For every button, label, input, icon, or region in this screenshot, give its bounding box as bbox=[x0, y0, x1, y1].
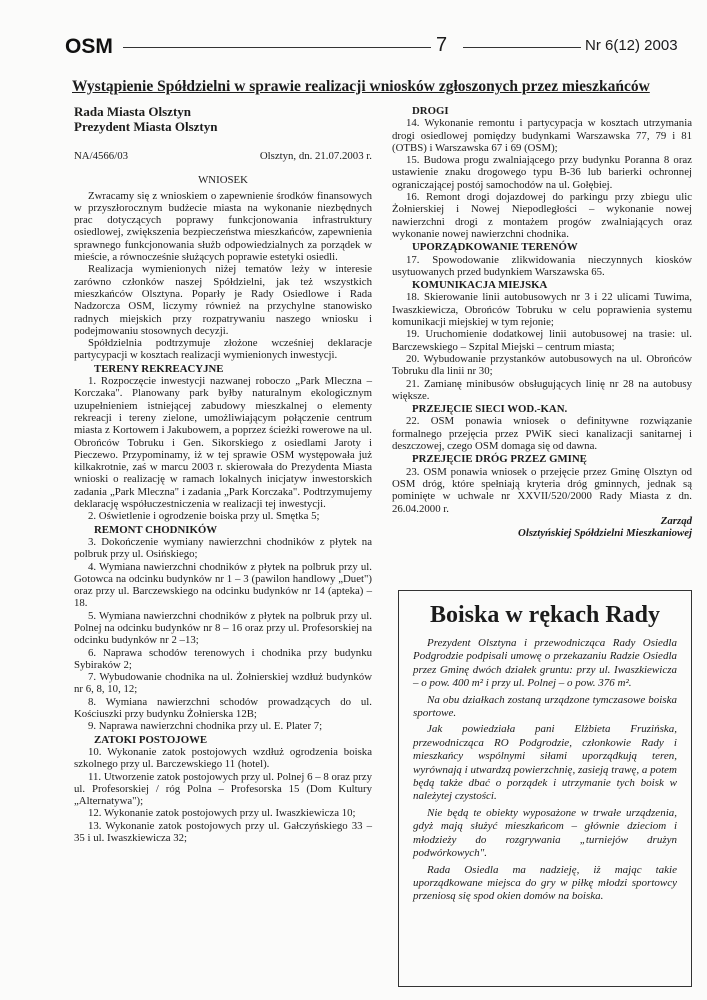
box-paragraph: Prezydent Olsztyna i przewodnicząca Rady Osiedla Podgrodzie podpisali umowę o przekazaniu Radzie Osiedla przez Gminę dwóch działek gruntu: przy ul. Iwaszkiewicza – o pow. 400 m² i przy ul. Polnej – o pow. 376 m². bbox=[413, 637, 677, 690]
intro-paragraph: Zwracamy się z wnioskiem o zapewnienie środków finansowych w przyszłorocznym budżecie miasta na wykonanie niezbędnych prac dotyczących poprawy funkcjonowania infrastruktury osiedlowej, zwiększenia bezpieczeństwa mieszkańców, zapewnienia sprawnego funkcjonowania służb odpowiedzialnych za porządek w mieście, a równocześnie służących poprawie estetyki osiedli. bbox=[74, 189, 372, 264]
list-item: 12. Wykonanie zatok postojowych przy ul. Iwaszkiewicza 10; bbox=[88, 807, 356, 820]
section-heading: DROGI bbox=[412, 105, 449, 117]
list-item: 19. Uruchomienie dodatkowej linii autobusowej na trasie: ul. Barczewskiego – Szpital Miejski – centrum miasta; bbox=[392, 328, 692, 353]
list-item: 1. Rozpoczęcie inwestycji nazwanej roboczo „Park Mleczna – Korczaka". Planowany park byłby naturalnym ekologicznym uzupełnieniem istniejącej zabudowy mieszkalnej o elementy rekreacji i tereny zielone, umożliwiającym połączenie centrum miasta z Kortowem i Jakubowem, a poprzez ścieżki rowerowe na ul. Obrońców Tobruku i Gen. Sikorskiego z osiedlami Jaroty i Pieczewo. Przypominamy, iż w tej sprawie OSM występowała już kilkakrotnie, zaś w marcu 2003 r. skierowała do Prezydenta Miasta wnioski o realizację w ramach lokalnych inicjatyw inwestorskich zadania „Park Mleczna" i zadania „Park Korczaka". Podtrzymujemy deklarację współuczestniczenia w realizacji tej inwestycji. bbox=[74, 375, 372, 511]
section-heading: REMONT CHODNIKÓW bbox=[94, 523, 218, 536]
svg-text:OSM: OSM bbox=[65, 35, 113, 56]
list-item: 20. Wybudowanie przystanków autobusowych na ul. Obrońców Tobruku dla linii nr 30; bbox=[392, 352, 692, 378]
list-item: 4. Wymiana nawierzchni chodników z płytek na polbruk przy ul. Gotowca na odcinku budynków nr 1 – 3 (pawilon handlowy „Duet") oraz przy ul. Barczewskiego na odcinku budynków nr 14 (apteka) – 18. bbox=[74, 560, 372, 610]
page-number: 7 bbox=[436, 34, 448, 56]
addressee-council: Rada Miasta Olsztyn bbox=[74, 104, 191, 119]
section-heading: UPORZĄDKOWANIE TERENÓW bbox=[412, 241, 578, 254]
list-item: 13. Wykonanie zatok postojowych przy ul. Gałczyńskiego 33 – 35 i ul. Iwaszkiewicza 32; bbox=[74, 819, 372, 845]
box-paragraph: Nie będą te obiekty wyposażone w trwałe urządzenia, gdyż mają służyć mieszkańcom – głównie dzieciom i młodzieży do rozgrywania „turniejów drużyn podwórkowych". bbox=[413, 806, 677, 860]
reference-line bbox=[74, 150, 372, 162]
list-item: 10. Wykonanie zatok postojowych wzdłuż ogrodzenia boiska szkolnego przy ul. Barczewskiego 11 (hotel). bbox=[74, 745, 372, 771]
reference-number: NA/4566/03 bbox=[74, 150, 128, 162]
list-item: 9. Naprawa nawierzchni chodnika przy ul. E. Plater 7; bbox=[88, 720, 323, 733]
box-paragraph: Rada Osiedla ma nadzieję, iż mając takie uporządkowane miejsca do gry w piłkę młodzi sportowcy przeniosą się spod okien domów na boiska. bbox=[413, 863, 677, 903]
header-rule-left bbox=[123, 47, 431, 48]
article-column-right bbox=[392, 104, 692, 539]
box-paragraph: Na obu działkach zostaną urządzone tymczasowe boiska sportowe. bbox=[413, 693, 677, 720]
box-paragraph: Jak powiedziała pani Elżbieta Fruzińska, przewodnicząca RO Podgrodzie, członkowie Rady i mieszkańcy wspólnymi siłami uporządkują teren, wyrównają i utwardzą powierzchnię, zasieją trawę, a potem będą także dbać o porządek i utrzymanie tych boisk w należytej czystości. bbox=[413, 723, 677, 803]
news-box bbox=[398, 590, 692, 987]
list-item: 21. Zamianę minibusów obsługujących linię nr 28 na autobusy większe. bbox=[392, 377, 692, 402]
list-item: 22. OSM ponawia wniosek o definitywne rozwiązanie formalnego przejęcia przez PWiK sieci kanalizacji sanitarnej i deszczowej, czego OSM domaga się od dawna. bbox=[392, 415, 692, 453]
addressee-president: Prezydent Miasta Olsztyn bbox=[74, 119, 218, 134]
place-date: Olsztyn, dn. 21.07.2003 r. bbox=[259, 150, 372, 162]
list-item: 16. Remont drogi dojazdowej do parkingu przy zbiegu ulic Żołnierskiej i Nowej Niepodległości – wykonanie nowej nawierzchni drogi z montażem progów zwalniających oraz wykonanie nowej nawierzchni chodnika. bbox=[392, 191, 692, 240]
list-item: 8. Wymiana nawierzchni schodów prowadzących do ul. Kościuszki przy budynku Żołnierska 12B; bbox=[74, 695, 372, 721]
article-column-left bbox=[74, 104, 372, 844]
document-type: WNIOSEK bbox=[198, 174, 248, 187]
signature-board: Zarząd bbox=[660, 514, 692, 527]
box-title: Boiska w rękach Rady bbox=[429, 602, 661, 628]
box-body bbox=[399, 637, 691, 904]
intro-paragraph: Realizacja wymienionych niżej tematów leży w interesie zarówno członków naszej Spółdzielni, jak też wszystkich mieszkańców Olsztyna. Poparły je Rady Osiedlowe i Rada Nadzorcza OSM, liczymy również na przychylne stanowisko radnych miejskich przy rozpatrywaniu naszego wniosku i podejmowaniu stosownych decyzji. bbox=[74, 263, 372, 337]
issue-number: Nr 6(12) 2003 bbox=[585, 37, 678, 54]
intro-paragraph: Spółdzielnia podtrzymuje złożone wcześniej deklaracje partycypacji w kosztach realizacji wymienionych inwestycji. bbox=[74, 337, 372, 362]
section-heading: ZATOKI POSTOJOWE bbox=[94, 733, 208, 746]
list-item: 11. Utworzenie zatok postojowych przy ul. Polnej 6 – 8 oraz przy ul. Profesorskiej / róg Polna – Profesorska 15 (Dom Kultury „Alternatywa"); bbox=[74, 770, 372, 808]
list-item: 15. Budowa progu zwalniającego przy budynku Poranna 8 oraz ustawienie znaku drogowego typu B-36 lub barierki ochronnej ograniczającej postój samochodów na ul. Gołębiej. bbox=[392, 154, 692, 191]
page-header bbox=[65, 32, 685, 62]
section-heading: PRZEJĘCIE DRÓG PRZEZ GMINĘ bbox=[412, 453, 587, 466]
signature-cooperative: Olsztyńskiej Spółdzielni Mieszkaniowej bbox=[518, 527, 692, 540]
list-item: 23. OSM ponawia wniosek o przejęcie przez Gminę Olsztyn od OSM dróg, które spełniają kryteria dróg gminnych, jednak są pominięte w uchwale nr XXVII/520/2000 Rady Miasta z dn. 26.04.2000 r. bbox=[392, 465, 692, 515]
list-item: 7. Wybudowanie chodnika na ul. Żołnierskiej wzdłuż budynków nr 6, 8, 10, 12; bbox=[74, 671, 372, 696]
list-item: 5. Wymiana nawierzchni chodników z płytek na polbruk przy ul. Polnej na odcinku budynków nr 8 – 16 oraz przy ul. Profesorskiej na odcinku budynków nr 2 –13; bbox=[74, 609, 372, 647]
list-item: 18. Skierowanie linii autobusowych nr 3 i 22 ulicami Tuwima, Iwaszkiewicza, Obrońców Tobruku w celu poprawienia systemu komunikacji miejskiej w tym rejonie; bbox=[392, 291, 692, 329]
list-item: 6. Naprawa schodów terenowych i chodnika przy budynku Sybiraków 2; bbox=[74, 646, 372, 671]
osm-logo bbox=[65, 34, 117, 56]
list-item: 14. Wykonanie remontu i partycypacja w kosztach utrzymania drogi osiedlowej pomiędzy budynkami Warszawska 77, 79 i 81 (OTBS) i Warszawska 67 i 69 (OSM); bbox=[392, 117, 692, 154]
article-title: Wystąpienie Spółdzielni w sprawie realizacji wniosków zgłoszonych przez mieszkańców bbox=[72, 78, 650, 95]
list-item: 2. Oświetlenie i ogrodzenie boiska przy ul. Smętka 5; bbox=[88, 510, 320, 523]
list-item: 3. Dokończenie wymiany nawierzchni chodników z płytek na polbruk przy ul. Osińskiego; bbox=[74, 535, 372, 561]
section-heading: KOMUNIKACJA MIEJSKA bbox=[412, 279, 548, 292]
header-rule-right bbox=[463, 47, 581, 48]
section-heading: TERENY REKREACYJNE bbox=[94, 362, 224, 375]
section-heading: PRZEJĘCIE SIECI WOD.-KAN. bbox=[412, 403, 568, 416]
list-item: 17. Spowodowanie zlikwidowania nieczynnych kiosków usytuowanych przed budynkiem Warszawska 65. bbox=[392, 253, 692, 278]
